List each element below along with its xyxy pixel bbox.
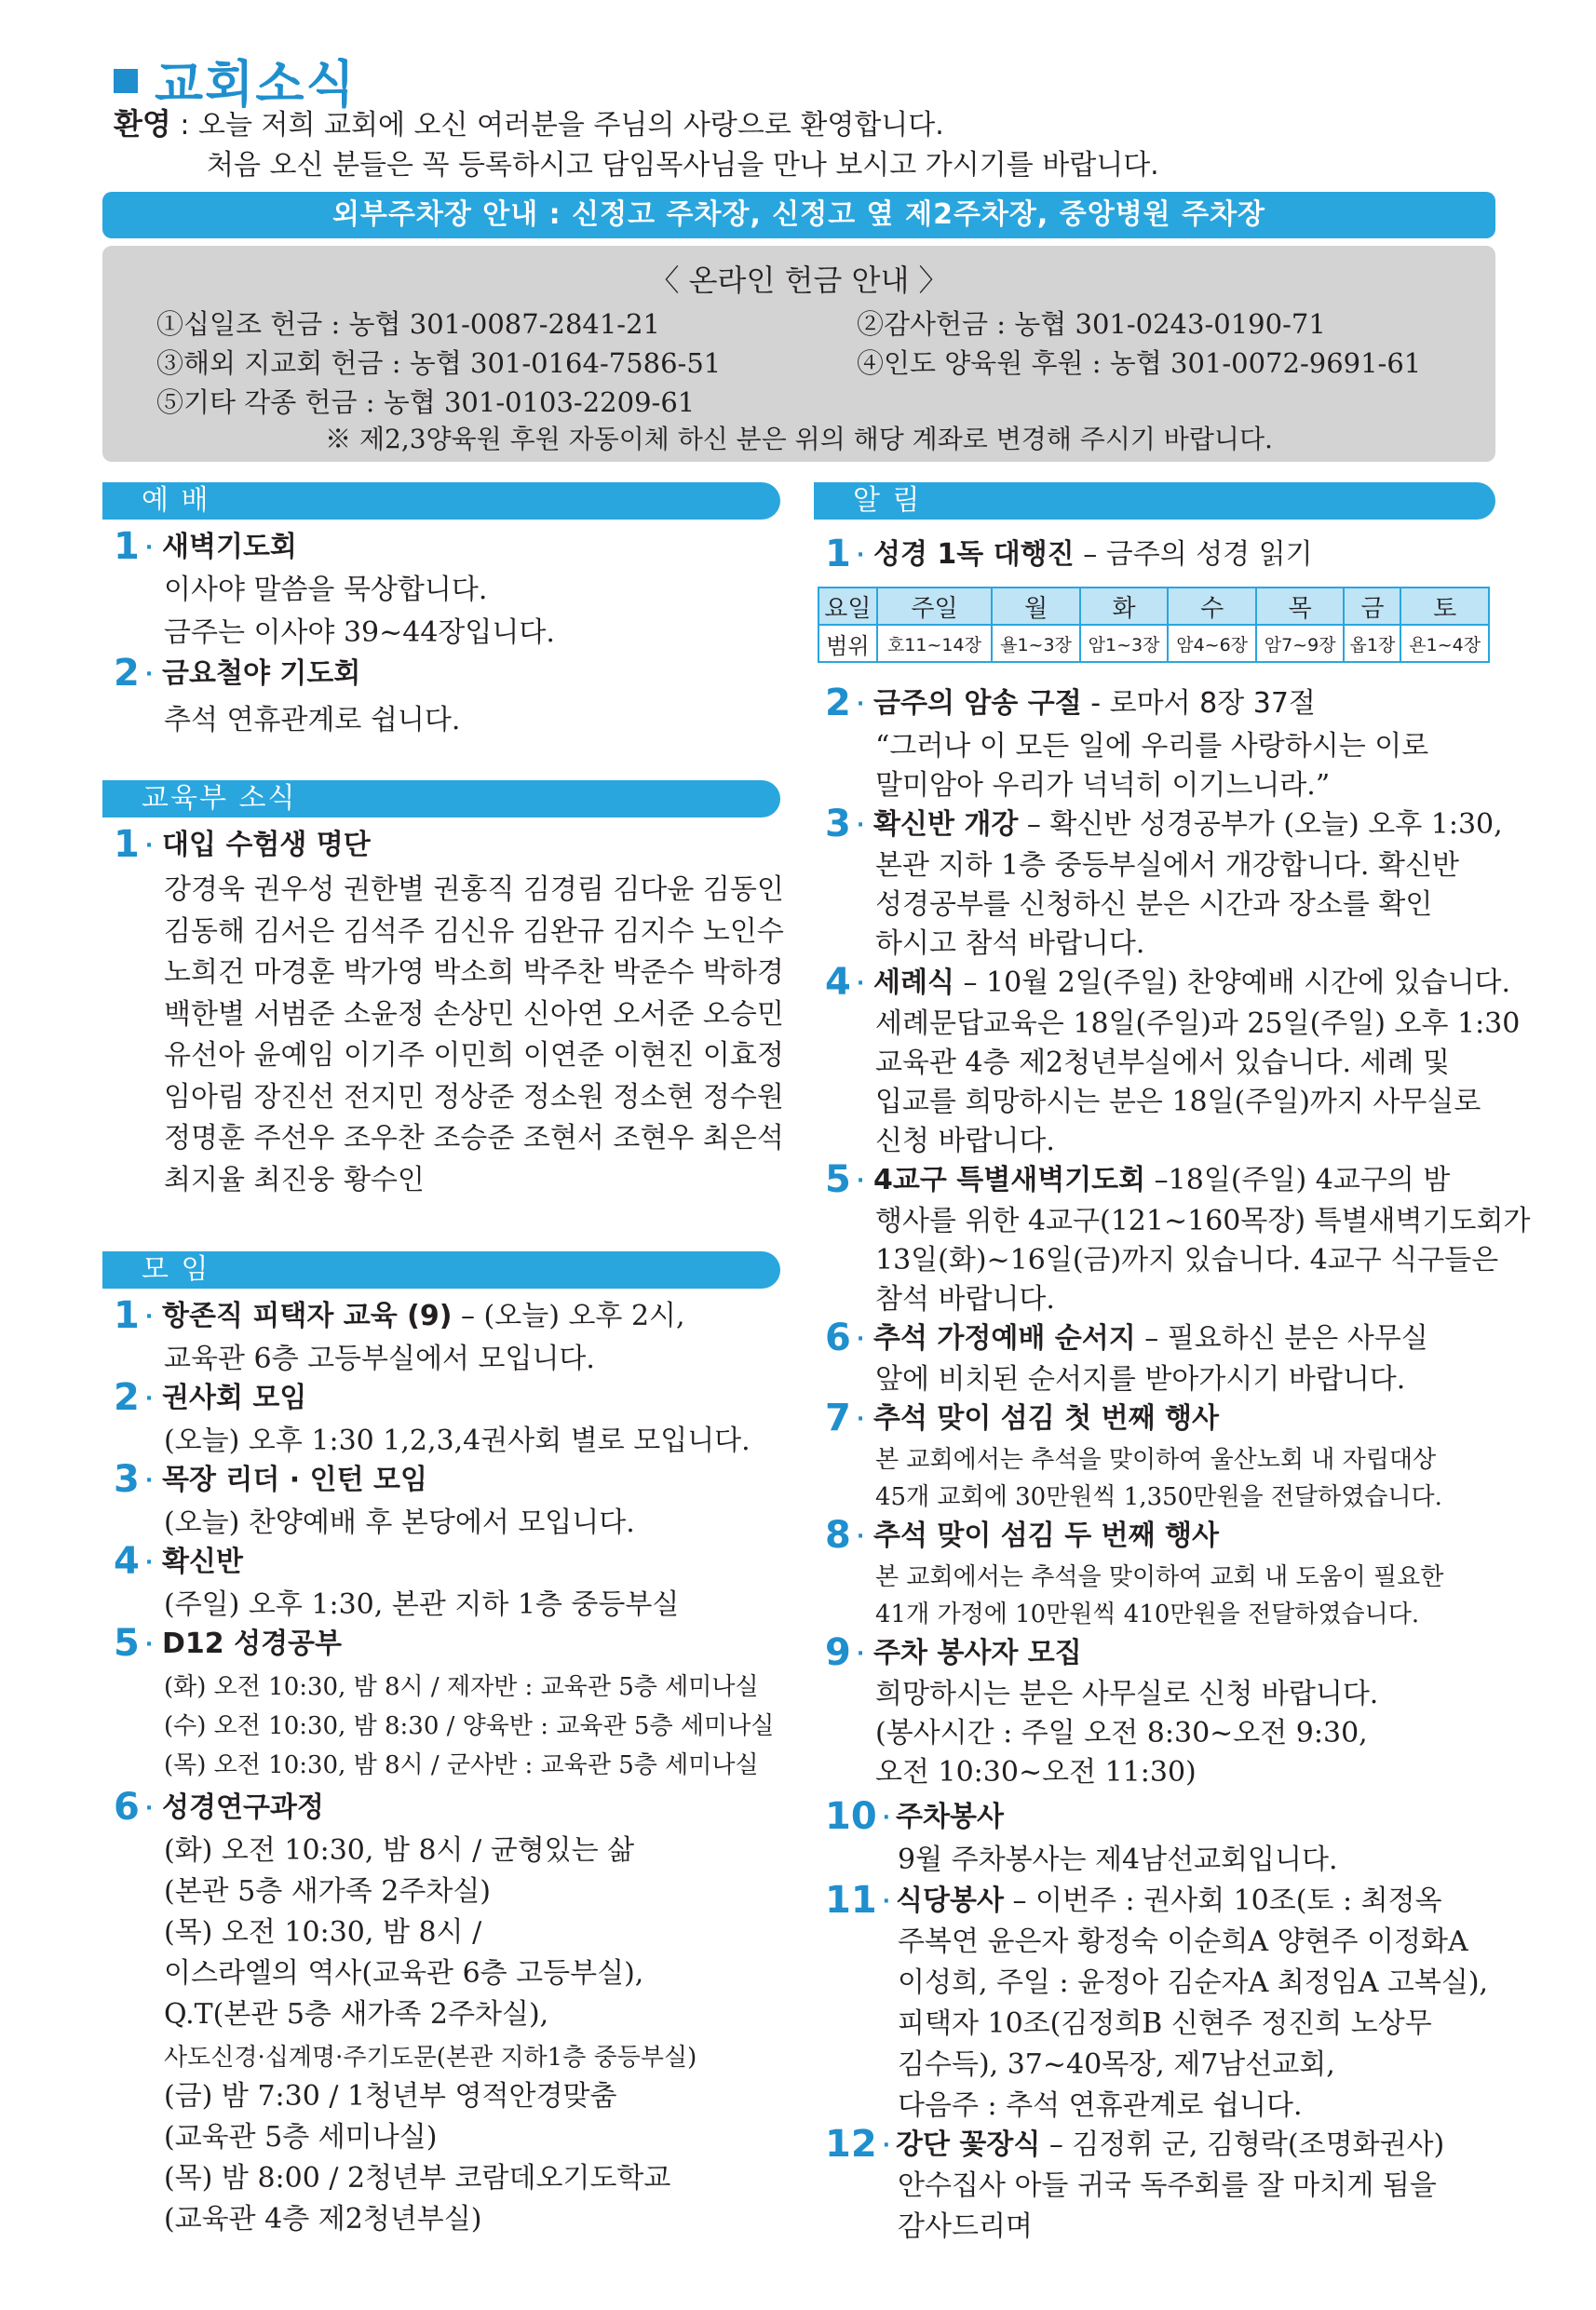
meeting-4-title: 확신반	[162, 1546, 243, 1578]
notice-3-title: 확신반 개강 – 확신반 성경공부가 (오늘) 오후 1:30,	[873, 808, 1503, 841]
section-notice-header: 알 림	[814, 482, 1495, 520]
meeting-1-number: 1 ·	[114, 1294, 154, 1337]
student-names-row: 최지율 최진웅 황수인	[164, 1163, 425, 1196]
welcome-line-1: : 오늘 저희 교회에 오신 여러분을 주님의 사랑으로 환영합니다.	[170, 109, 944, 142]
student-names-row: 정명훈 주선우 조우찬 조승준 조현서 조현우 최은석	[164, 1122, 784, 1155]
meeting-5-number: 5 ·	[114, 1622, 154, 1665]
meeting-3-number: 3 ·	[114, 1458, 154, 1501]
student-names-row: 임아림 장진선 전지민 정상준 정소원 정소현 정수원	[164, 1080, 784, 1114]
reading-range-cell: 옵1장	[1344, 625, 1400, 662]
meeting-6-line: 사도신경·십계명·주기도문(본관 지하1층 중등부실)	[164, 2044, 697, 2072]
page-title: 교회소식	[155, 55, 357, 114]
notice-1-number: 1 ·	[825, 533, 865, 575]
reading-range-cell: 암7~9장	[1256, 625, 1345, 662]
meeting-6-line: 이스라엘의 역사(교육관 6층 고등부실),	[164, 1957, 644, 1990]
account-tithe: ①십일조 헌금 : 농협 301-0087-2841-21	[156, 308, 660, 340]
meeting-6-line: (본관 5층 새가족 2주차실)	[164, 1875, 492, 1908]
notice-9-line: 희망하시는 분은 사무실로 신청 바랍니다.	[875, 1678, 1379, 1710]
section-meeting-header: 모 임	[102, 1251, 780, 1289]
notice-4-number: 4 ·	[825, 961, 865, 1004]
notice-8-line: 본 교회에서는 추석을 맞이하여 교회 내 도움이 필요한	[875, 1563, 1444, 1591]
notice-2-line: 말미암아 우리가 넉넉히 이기느니라.”	[875, 769, 1331, 802]
notice-7-number: 7 ·	[825, 1397, 865, 1439]
notice-7-line: 45개 교회에 30만원씩 1,350만원을 전달하였습니다.	[875, 1483, 1442, 1511]
meeting-6-line: (목) 오전 10:30, 밤 8시 /	[164, 1916, 482, 1949]
account-india: ④인도 양육원 후원 : 농협 301-0072-9691-61	[857, 347, 1422, 379]
notice-10-title: 주차봉사	[896, 1801, 1004, 1833]
notice-2-number: 2 ·	[825, 682, 865, 724]
reading-day-cell: 요일	[818, 588, 877, 625]
notice-6-title: 추석 가정예배 순서지 – 필요하신 분은 사무실	[873, 1322, 1428, 1355]
student-names-row: 노희건 마경훈 박가영 박소희 박주찬 박준수 박하경	[164, 956, 784, 989]
notice-12-title: 강단 꽃장식 – 김정휘 군, 김형락(조명화권사)	[896, 2128, 1445, 2161]
worship-1-line: 이사야 말씀을 묵상합니다.	[164, 574, 488, 606]
notice-12-line: 감사드리며	[898, 2210, 1033, 2243]
section-worship-header: 예 배	[102, 482, 780, 520]
notice-4-line: 입교를 희망하시는 분은 18일(주일)까지 사무실로	[875, 1086, 1481, 1118]
notice-5-line: 행사를 위한 4교구(121~160목장) 특별새벽기도회가	[875, 1205, 1531, 1237]
meeting-5-line: (목) 오전 10:30, 밤 8시 / 군사반 : 교육관 5층 세미나실	[164, 1751, 759, 1779]
account-other: ⑤기타 각종 헌금 : 농협 301-0103-2209-61	[156, 386, 696, 418]
notice-11-line: 이성희, 주일 : 윤정아 김순자A 최정임A 고복실),	[898, 1966, 1489, 1999]
reading-day-cell: 화	[1080, 588, 1169, 625]
notice-4-line: 교육관 4층 제2청년부실에서 있습니다. 세례 및	[875, 1047, 1451, 1079]
welcome-line-2: 처음 오신 분들은 꼭 등록하시고 담임목사님을 만나 보시고 가시기를 바랍니다.	[207, 149, 1159, 182]
meeting-6-line: Q.T(본관 5층 새가족 2주차실),	[164, 1998, 549, 2031]
online-offering-note: ※ 제2,3양육원 후원 자동이체 하신 분은 위의 해당 계좌로 변경해 주시기 바랍니다.	[325, 424, 1273, 454]
notice-8-title: 추석 맞이 섬김 두 번째 행사	[873, 1520, 1220, 1552]
parking-banner: 외부주차장 안내 : 신정고 주차장, 신정고 옆 제2주차장, 중앙병원 주차장	[102, 192, 1495, 238]
worship-1-line: 금주는 이사야 39~44장입니다.	[164, 616, 555, 649]
notice-10-number: 10 ·	[825, 1795, 891, 1838]
reading-range-cell: 범위	[818, 625, 877, 662]
welcome-text	[114, 104, 1159, 185]
online-offering-title: 〈 온라인 헌금 안내 〉	[649, 263, 949, 298]
meeting-4-number: 4 ·	[114, 1540, 154, 1583]
meeting-1-title: 항존직 피택자 교육 (9) – (오늘) 오후 2시,	[162, 1300, 685, 1332]
notice-12-number: 12 ·	[825, 2123, 891, 2166]
bible-reading-table	[818, 587, 1490, 663]
student-names-row: 백한별 서범준 소윤정 손상민 신아연 오서준 오승민	[164, 997, 784, 1031]
worship-1-number: 1 ·	[114, 525, 154, 568]
notice-8-line: 41개 가정에 10만원씩 410만원을 전달하였습니다.	[875, 1601, 1420, 1628]
education-1-title: 대입 수험생 명단	[162, 829, 371, 861]
notice-9-number: 9 ·	[825, 1631, 865, 1674]
student-names-row: 유선아 윤예임 이기주 이민희 이연준 이현진 이효정	[164, 1039, 784, 1072]
meeting-6-title: 성경연구과정	[162, 1791, 324, 1824]
notice-2-line: “그러나 이 모든 일에 우리를 사랑하시는 이로	[875, 730, 1429, 763]
meeting-2-number: 2 ·	[114, 1376, 154, 1419]
notice-11-line: 피택자 10조(김정희B 신현주 정진희 노상무	[898, 2007, 1432, 2040]
notice-4-line: 신청 바랍니다.	[875, 1125, 1055, 1157]
meeting-5-line: (수) 오전 10:30, 밤 8:30 / 양육반 : 교육관 5층 세미나실	[164, 1712, 775, 1740]
meeting-5-line: (화) 오전 10:30, 밤 8시 / 제자반 : 교육관 5층 세미나실	[164, 1673, 759, 1701]
online-offering-box	[102, 246, 1495, 462]
meeting-5-title: D12 성경공부	[162, 1628, 343, 1660]
notice-3-line: 성경공부를 신청하신 분은 시간과 장소를 확인	[875, 888, 1433, 921]
notice-3-line: 본관 지하 1층 중등부실에서 개강합니다. 확신반	[875, 849, 1459, 882]
notice-11-line: 다음주 : 추석 연휴관계로 쉽니다.	[898, 2089, 1303, 2122]
meeting-6-line: (목) 밤 8:00 / 2청년부 코람데오기도학교	[164, 2162, 671, 2195]
worship-2-number: 2 ·	[114, 652, 154, 695]
notice-6-number: 6 ·	[825, 1317, 865, 1359]
notice-5-number: 5 ·	[825, 1158, 865, 1201]
meeting-6-line: (화) 오전 10:30, 밤 8시 / 균형있는 삶	[164, 1834, 635, 1867]
student-names-row: 강경욱 권우성 권한별 권홍직 김경림 김다윤 김동인	[164, 873, 784, 906]
notice-10-line: 9월 주차봉사는 제4남선교회입니다.	[898, 1844, 1338, 1876]
meeting-4-line: (주일) 오후 1:30, 본관 지하 1층 중등부실	[164, 1588, 680, 1621]
reading-range-cell: 욘1~4장	[1400, 625, 1489, 662]
notice-11-line: 김수득), 37~40목장, 제7남선교회,	[898, 2048, 1335, 2081]
notice-4-title: 세례식 – 10월 2일(주일) 찬양예배 시간에 있습니다.	[873, 966, 1511, 999]
meeting-1-line: 교육관 6층 고등부실에서 모입니다.	[164, 1343, 595, 1375]
student-names-list	[164, 870, 784, 1201]
welcome-label: 환영	[114, 106, 171, 142]
notice-11-title: 식당봉사 – 이번주 : 권사회 10조(토 : 최정옥	[896, 1884, 1442, 1917]
reading-day-cell: 토	[1400, 588, 1489, 625]
meeting-3-line: (오늘) 찬양예배 후 본당에서 모입니다.	[164, 1506, 635, 1539]
reading-day-cell: 주일	[877, 588, 993, 625]
reading-range-cell: 암4~6장	[1168, 625, 1256, 662]
notice-11-line: 주복연 윤은자 황정숙 이순희A 양현주 이정화A	[898, 1925, 1468, 1958]
notice-4-line: 세례문답교육은 18일(주일)과 25일(주일) 오후 1:30	[875, 1007, 1521, 1040]
meeting-6-number: 6 ·	[114, 1786, 154, 1829]
reading-day-cell: 월	[992, 588, 1080, 625]
meeting-2-title: 권사회 모임	[162, 1382, 307, 1414]
reading-day-cell: 목	[1256, 588, 1345, 625]
meeting-6-line: (교육관 4층 제2청년부실)	[164, 2203, 482, 2236]
notice-9-line: (봉사시간 : 주일 오전 8:30~오전 9:30,	[875, 1717, 1368, 1749]
notice-3-line: 하시고 참석 바랍니다.	[875, 927, 1145, 960]
notice-7-line: 본 교회에서는 추석을 맞이하여 울산노회 내 자립대상	[875, 1446, 1437, 1474]
notice-8-number: 8 ·	[825, 1514, 865, 1557]
meeting-6-line: (교육관 5층 세미나실)	[164, 2121, 438, 2154]
reading-day-cell: 금	[1344, 588, 1400, 625]
notice-9-title: 주차 봉사자 모집	[873, 1637, 1082, 1669]
notice-6-line: 앞에 비치된 순서지를 받아가시기 바랍니다.	[875, 1363, 1406, 1396]
reading-range-cell: 욜1~3장	[992, 625, 1080, 662]
meeting-2-line: (오늘) 오후 1:30 1,2,3,4권사회 별로 모입니다.	[164, 1425, 751, 1457]
meeting-3-title: 목장 리더 · 인턴 모임	[162, 1464, 428, 1496]
education-1-number: 1 ·	[114, 823, 154, 866]
title-square-icon	[114, 69, 138, 93]
notice-2-title: 금주의 암송 구절 - 로마서 8장 37절	[873, 687, 1316, 720]
notice-9-line: 오전 10:30~오전 11:30)	[875, 1756, 1197, 1789]
notice-7-title: 추석 맞이 섬김 첫 번째 행사	[873, 1402, 1220, 1435]
meeting-6-line: (금) 밤 7:30 / 1청년부 영적안경맞춤	[164, 2080, 617, 2113]
section-education-header: 교육부 소식	[102, 780, 780, 817]
student-names-row: 김동해 김서은 김석주 김신유 김완규 김지수 노인수	[164, 914, 784, 948]
notice-1-title: 성경 1독 대행진 – 금주의 성경 읽기	[873, 538, 1313, 571]
reading-range-cell: 호11~14장	[877, 625, 993, 662]
account-overseas: ③해외 지교회 헌금 : 농협 301-0164-7586-51	[156, 347, 722, 379]
notice-11-number: 11 ·	[825, 1879, 891, 1922]
worship-1-title: 새벽기도회	[162, 531, 297, 563]
notice-3-number: 3 ·	[825, 803, 865, 845]
reading-day-cell: 수	[1168, 588, 1256, 625]
notice-5-title: 4교구 특별새벽기도회 –18일(주일) 4교구의 밤	[873, 1164, 1451, 1196]
notice-5-line: 참석 바랍니다.	[875, 1283, 1055, 1316]
notice-5-line: 13일(화)~16일(금)까지 있습니다. 4교구 식구들은	[875, 1244, 1499, 1277]
worship-2-line: 추석 연휴관계로 쉽니다.	[164, 704, 461, 736]
notice-12-line: 안수집사 아들 귀국 독주회를 잘 마치게 됨을	[898, 2169, 1437, 2202]
account-thanks: ②감사헌금 : 농협 301-0243-0190-71	[857, 308, 1326, 340]
reading-range-cell: 암1~3장	[1080, 625, 1169, 662]
worship-2-title: 금요철야 기도회	[162, 657, 361, 690]
